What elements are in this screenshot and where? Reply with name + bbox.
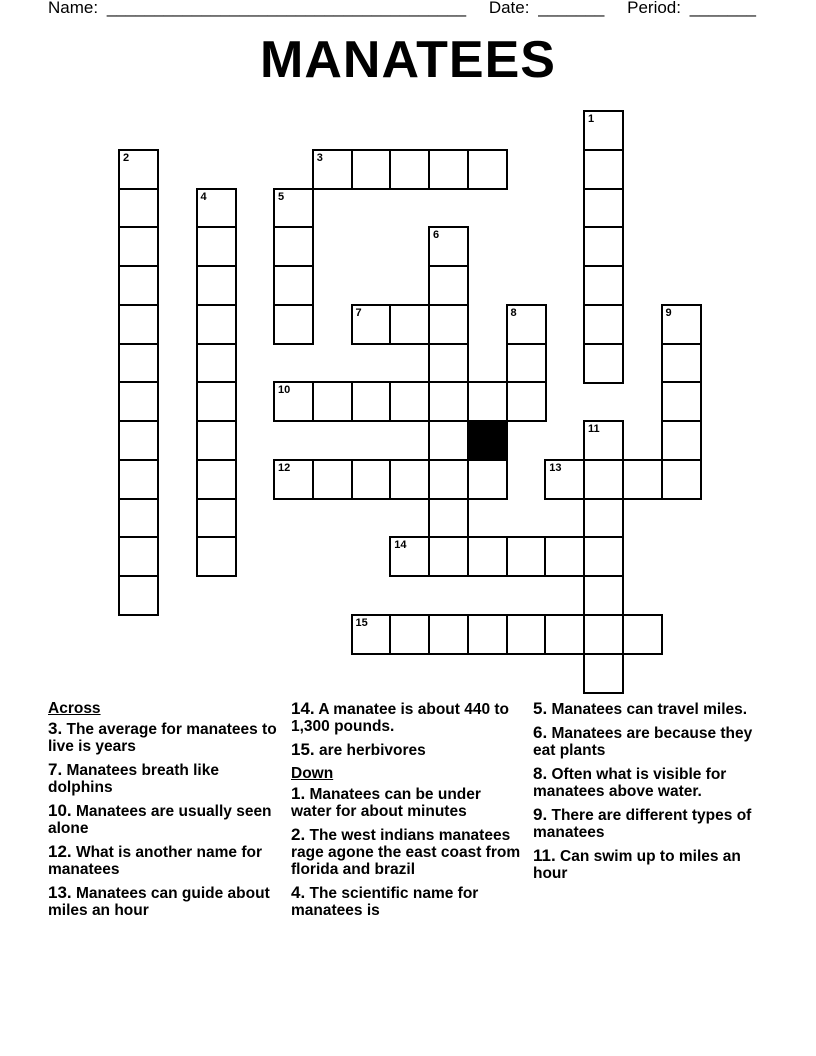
crossword-cell[interactable]	[467, 614, 508, 655]
cell-number: 14	[394, 539, 407, 552]
cell-number: 15	[355, 616, 368, 629]
crossword-black-cell	[467, 420, 508, 461]
crossword-cell[interactable]	[312, 149, 353, 190]
crossword-cell[interactable]	[467, 459, 508, 500]
crossword-cell[interactable]	[118, 149, 159, 190]
crossword-cell[interactable]	[583, 188, 624, 229]
crossword-cell[interactable]	[622, 459, 663, 500]
crossword-cell[interactable]	[428, 149, 469, 190]
crossword-cell[interactable]	[196, 226, 237, 267]
clue-down-11	[533, 847, 773, 882]
crossword-cell[interactable]	[196, 420, 237, 461]
crossword-cell[interactable]	[544, 459, 585, 500]
crossword-cell[interactable]	[583, 110, 624, 151]
crossword-cell[interactable]	[428, 226, 469, 267]
crossword-cell[interactable]	[389, 149, 430, 190]
crossword-cell[interactable]	[389, 614, 430, 655]
crossword-cell[interactable]	[428, 459, 469, 500]
crossword-cell[interactable]	[583, 304, 624, 345]
clue-text: Often what is visible for manatees above water.	[533, 766, 727, 800]
crossword-cell[interactable]	[196, 381, 237, 422]
cell-number: 10	[278, 384, 291, 397]
clue-column-1	[48, 700, 278, 925]
cell-number: 13	[549, 461, 562, 474]
clue-text: The average for manatees to live is years	[48, 721, 277, 755]
crossword-cell[interactable]	[389, 304, 430, 345]
crossword-cell[interactable]	[273, 265, 314, 306]
clue-number: 3.	[48, 719, 63, 738]
cell-number: 3	[316, 151, 323, 164]
crossword-cell[interactable]	[196, 459, 237, 500]
crossword-cell[interactable]	[583, 459, 624, 500]
crossword-cell[interactable]	[351, 614, 392, 655]
crossword-cell[interactable]	[389, 536, 430, 577]
cell-number: 11	[588, 423, 600, 435]
clue-number: 4.	[291, 883, 306, 902]
clue-number: 1.	[291, 784, 306, 803]
clue-text: Manatees can guide about miles an hour	[48, 885, 270, 919]
crossword-cell[interactable]	[273, 304, 314, 345]
crossword-cell[interactable]	[312, 459, 353, 500]
clue-down-6	[533, 724, 773, 759]
crossword-cell[interactable]	[428, 614, 469, 655]
crossword-cell[interactable]	[389, 459, 430, 500]
cell-number: 8	[510, 306, 517, 319]
crossword-cell[interactable]	[583, 226, 624, 267]
cell-number: 2	[123, 151, 130, 164]
across-heading: Across	[48, 700, 101, 717]
clue-number: 7.	[48, 760, 63, 779]
clue-text: The scientific name for manatees is	[291, 885, 479, 919]
down-heading: Down	[291, 765, 334, 782]
clue-text: There are different types of manatees	[533, 807, 752, 841]
crossword-cell[interactable]	[428, 536, 469, 577]
crossword-cell[interactable]	[506, 304, 547, 345]
clue-number: 10.	[48, 801, 72, 820]
name-blank[interactable]: ______________________________________	[106, 0, 467, 17]
date-blank[interactable]: _______	[538, 0, 605, 17]
crossword-cell[interactable]	[661, 381, 702, 422]
crossword-cell[interactable]	[118, 343, 159, 384]
crossword-cell[interactable]	[583, 420, 624, 461]
clue-across-10	[48, 802, 278, 837]
clue-column-2	[291, 700, 521, 925]
crossword-cell[interactable]	[428, 420, 469, 461]
clue-text: Manatees can be under water for about minutes	[291, 786, 481, 820]
crossword-cell[interactable]	[196, 304, 237, 345]
crossword-cell[interactable]	[196, 498, 237, 539]
crossword-cell[interactable]	[118, 188, 159, 229]
crossword-cell[interactable]	[583, 614, 624, 655]
crossword-cell[interactable]	[118, 459, 159, 500]
crossword-cell[interactable]	[196, 536, 237, 577]
clue-across-3	[48, 720, 278, 755]
clue-text: Manatees are because they eat plants	[533, 725, 753, 759]
crossword-cell[interactable]	[661, 304, 702, 345]
crossword-cell[interactable]	[583, 536, 624, 577]
clue-across-7	[48, 761, 278, 796]
crossword-cell[interactable]	[506, 343, 547, 384]
crossword-cell[interactable]	[506, 381, 547, 422]
clue-number: 13.	[48, 883, 72, 902]
date-label: Date:	[488, 0, 530, 17]
cell-number: 1	[588, 113, 595, 125]
cell-number: 9	[665, 306, 672, 319]
clue-down-9	[533, 806, 773, 841]
cell-number: 4	[200, 190, 207, 203]
clue-text: Manatees are usually seen alone	[48, 803, 272, 837]
clue-number: 11.	[533, 846, 556, 865]
crossword-cell[interactable]	[583, 265, 624, 306]
period-label: Period:	[627, 0, 681, 17]
clue-across-12	[48, 843, 278, 878]
clue-down-4	[291, 884, 521, 919]
clue-down-8	[533, 765, 773, 800]
clue-across-13	[48, 884, 278, 919]
crossword-cell[interactable]	[196, 265, 237, 306]
crossword-cell[interactable]	[351, 381, 392, 422]
crossword-cell[interactable]	[118, 575, 159, 616]
crossword-cell[interactable]	[118, 381, 159, 422]
crossword-cell[interactable]	[389, 381, 430, 422]
clue-number: 14.	[291, 699, 315, 718]
crossword-cell[interactable]	[273, 226, 314, 267]
crossword-cell[interactable]	[583, 498, 624, 539]
crossword-cell[interactable]	[196, 343, 237, 384]
crossword-cell[interactable]	[506, 536, 547, 577]
clue-text: Can swim up to miles an hour	[533, 848, 741, 882]
crossword-cell[interactable]	[351, 459, 392, 500]
clue-text: are herbivores	[318, 742, 426, 759]
crossword-cell[interactable]	[583, 575, 624, 616]
crossword-cell[interactable]	[467, 536, 508, 577]
crossword-cell[interactable]	[118, 420, 159, 461]
clue-text: Manatees breath like dolphins	[48, 762, 219, 796]
clue-number: 12.	[48, 842, 72, 861]
clue-text: What is another name for manatees	[48, 844, 262, 878]
crossword-cell[interactable]	[118, 265, 159, 306]
crossword-cell[interactable]	[583, 149, 624, 190]
crossword-cell[interactable]	[428, 498, 469, 539]
cell-number: 6	[433, 229, 440, 242]
crossword-cell[interactable]	[428, 343, 469, 384]
crossword-cell[interactable]	[428, 304, 469, 345]
clue-across-15	[291, 741, 521, 759]
crossword-cell[interactable]	[428, 381, 469, 422]
crossword-cell[interactable]	[661, 343, 702, 384]
crossword-cell[interactable]	[118, 498, 159, 539]
period-blank[interactable]: _______	[689, 0, 756, 17]
page-title: MANATEES	[260, 31, 556, 89]
clue-text: A manatee is about 440 to 1,300 pounds.	[291, 701, 510, 735]
clue-number: 9.	[533, 805, 548, 824]
crossword-cell[interactable]	[118, 536, 159, 577]
clue-column-3	[533, 700, 773, 888]
crossword-cell[interactable]	[273, 459, 314, 500]
clue-number: 5.	[533, 699, 548, 718]
crossword-cell[interactable]	[273, 188, 314, 229]
clue-down-5	[533, 700, 773, 718]
crossword-cell[interactable]	[428, 265, 469, 306]
crossword-cell[interactable]	[661, 420, 702, 461]
clue-across-14	[291, 700, 521, 735]
crossword-cell[interactable]	[467, 149, 508, 190]
clue-number: 2.	[291, 825, 306, 844]
crossword-cell[interactable]	[661, 459, 702, 500]
clue-text: The west indians manatees rage agone the east coast from florida and brazil	[291, 827, 521, 878]
crossword-cell[interactable]	[351, 304, 392, 345]
clue-down-2	[291, 826, 521, 878]
crossword-cell[interactable]	[583, 343, 624, 384]
crossword-cell[interactable]	[312, 381, 353, 422]
clue-down-1	[291, 785, 521, 820]
cell-number: 12	[278, 461, 291, 474]
crossword-cell[interactable]	[544, 614, 585, 655]
clue-number: 8.	[533, 764, 548, 783]
crossword-cell[interactable]	[273, 381, 314, 422]
clue-number: 6.	[533, 723, 548, 742]
clue-text: Manatees can travel miles.	[551, 701, 748, 718]
crossword-cell[interactable]	[506, 614, 547, 655]
crossword-cell[interactable]	[622, 614, 663, 655]
clue-number: 15.	[291, 740, 315, 759]
crossword-cell[interactable]	[583, 653, 624, 694]
cell-number: 7	[355, 306, 362, 319]
crossword-cell[interactable]	[351, 149, 392, 190]
crossword-cell[interactable]	[118, 304, 159, 345]
crossword-cell[interactable]	[544, 536, 585, 577]
crossword-cell[interactable]	[196, 188, 237, 229]
crossword-cell[interactable]	[118, 226, 159, 267]
crossword-cell[interactable]	[467, 381, 508, 422]
cell-number: 5	[278, 190, 285, 203]
name-label: Name:	[48, 0, 99, 17]
